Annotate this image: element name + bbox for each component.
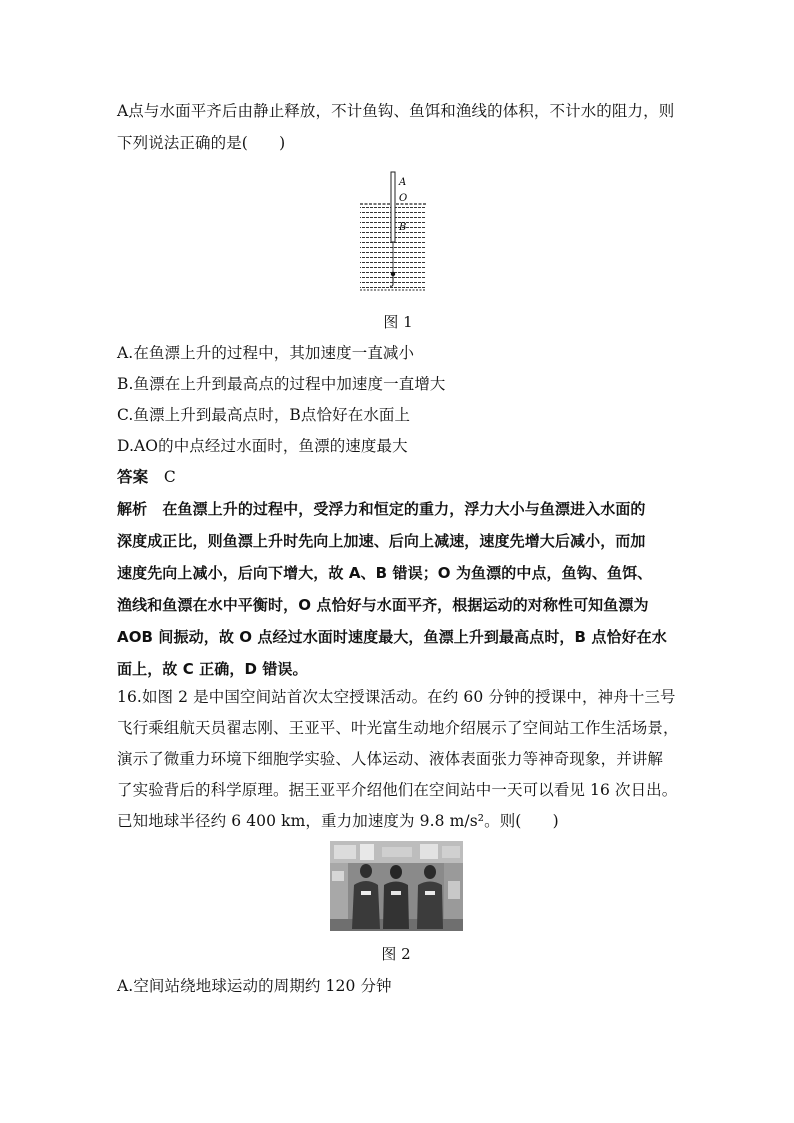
q16-line-4: 了实验背后的科学原理。据王亚平介绍他们在空间站中一天可以看见 16 次日出。 xyxy=(117,781,678,799)
q15-option-c: C.鱼漂上升到最高点时，B点恰好在水面上 xyxy=(117,406,411,424)
figure-2-astronaut-photo xyxy=(330,841,463,931)
answer-label: 答案 xyxy=(117,468,149,486)
q16-line-5: 已知地球半径约 6 400 km，重力加速度为 9.8 m/s²。则( ) xyxy=(117,812,559,830)
q15-analysis-line-3: 速度先向上减小，后向下增大，故 A、B 错误；O 为鱼漂的中点，鱼钩、鱼饵、 xyxy=(117,564,653,582)
analysis-label: 解析 xyxy=(117,500,148,518)
q15-option-d: D.AO的中点经过水面时，鱼漂的速度最大 xyxy=(117,437,408,455)
figure-2-caption: 图 2 xyxy=(381,945,411,963)
q16-option-a: A.空间站绕地球运动的周期约 120 分钟 xyxy=(117,977,392,995)
q15-option-a: A.在鱼漂上升的过程中，其加速度一直减小 xyxy=(117,344,415,362)
q15-analysis-line-6: 面上，故 C 正确，D 错误。 xyxy=(117,660,308,678)
bait-dot xyxy=(391,272,395,276)
q16-line-1: 16.如图 2 是中国空间站首次太空授课活动。在约 60 分钟的授课中，神舟十三号 xyxy=(117,688,676,706)
analysis-text-1: 在鱼漂上升的过程中，受浮力和恒定的重力，浮力大小与鱼漂进入水面的 xyxy=(162,500,646,518)
q15-stem-line-2: 下列说法正确的是( ) xyxy=(117,134,286,152)
figure-1-caption: 图 1 xyxy=(383,313,413,331)
q15-option-b: B.鱼漂在上升到最高点的过程中加速度一直增大 xyxy=(117,375,446,393)
q15-analysis-line-2: 深度成正比，则鱼漂上升时先向上加速、后向上减速，速度先增大后减小，而加 xyxy=(117,532,646,550)
q15-analysis-line-1 xyxy=(117,498,687,520)
fishing-float xyxy=(391,172,395,242)
point-o-label: O xyxy=(399,193,408,204)
point-a-label: A xyxy=(399,177,407,188)
q15-analysis-line-5: AOB 间振动，故 O 点经过水面时速度最大，鱼漂上升到最高点时，B 点恰好在水 xyxy=(117,628,667,646)
q16-line-2: 飞行乘组航天员翟志刚、王亚平、叶光富生动地介绍展示了空间站工作生活场景， xyxy=(117,719,679,737)
q15-analysis-line-4: 渔线和鱼漂在水中平衡时，O 点恰好与水面平齐，根据运动的对称性可知鱼漂为 xyxy=(117,596,649,614)
point-b-label: B xyxy=(399,222,407,233)
answer-value: C xyxy=(163,468,176,486)
q16-line-3: 演示了微重力环境下细胞学实验、人体运动、液体表面张力等神奇现象，并讲解 xyxy=(117,750,664,768)
q15-answer xyxy=(117,466,687,488)
figure-1-float-diagram xyxy=(358,170,430,294)
q15-stem-line-1: A点与水面平齐后由静止释放，不计鱼钩、鱼饵和渔线的体积，不计水的阻力，则 xyxy=(117,102,675,120)
